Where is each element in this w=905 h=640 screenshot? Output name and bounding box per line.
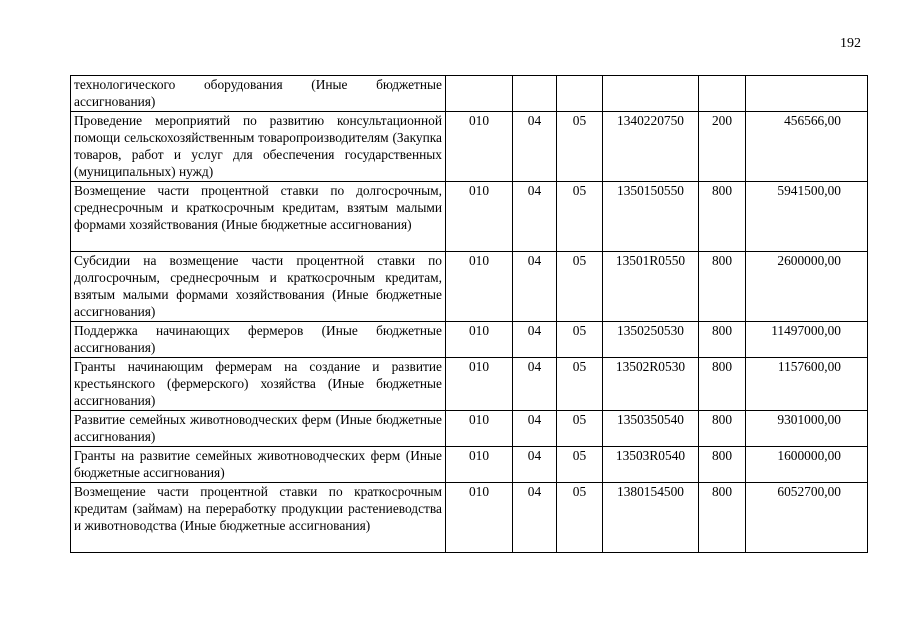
row-description: Возмещение части процентной ставки по краткосрочным кредитам (займам) на переработку продукции растениеводства и животноводства (Иные бюджетные ассигнования): [71, 483, 446, 553]
subsection-code: 05: [557, 322, 603, 358]
expense-type: 800: [699, 411, 746, 447]
section-code: 04: [513, 322, 557, 358]
expense-type: 200: [699, 112, 746, 182]
target-article: 13502R0530: [603, 358, 699, 411]
amount: 6052700,00: [746, 483, 868, 553]
section-code: 04: [513, 447, 557, 483]
table-row: [71, 182, 868, 252]
row-description: Поддержка начинающих фермеров (Иные бюджетные ассигнования): [71, 322, 446, 358]
amount: [746, 76, 868, 112]
section-code: 04: [513, 358, 557, 411]
target-article: 1380154500: [603, 483, 699, 553]
amount: 1157600,00: [746, 358, 868, 411]
expense-type: 800: [699, 182, 746, 252]
ministry-code: 010: [446, 358, 513, 411]
ministry-code: 010: [446, 112, 513, 182]
table-row: [71, 483, 868, 553]
expense-type: 800: [699, 447, 746, 483]
expense-type: 800: [699, 322, 746, 358]
expense-type: [699, 76, 746, 112]
row-description: Возмещение части процентной ставки по долгосрочным, среднесрочным и краткосрочным кредитам, взятым малыми формами хозяйствования (Иные бюджетные ассигнования): [71, 182, 446, 252]
ministry-code: 010: [446, 483, 513, 553]
expense-type: 800: [699, 252, 746, 322]
amount: 456566,00: [746, 112, 868, 182]
row-description: Проведение мероприятий по развитию консультационной помощи сельскохозяйственным товаропроизводителям (Закупка товаров, работ и услуг для обеспечения государственных (муниципальных) нужд): [71, 112, 446, 182]
section-code: 04: [513, 483, 557, 553]
subsection-code: 05: [557, 411, 603, 447]
page-number: 192: [840, 36, 861, 51]
amount: 9301000,00: [746, 411, 868, 447]
target-article: 13503R0540: [603, 447, 699, 483]
ministry-code: 010: [446, 182, 513, 252]
expense-type: 800: [699, 358, 746, 411]
subsection-code: 05: [557, 447, 603, 483]
ministry-code: [446, 76, 513, 112]
ministry-code: 010: [446, 411, 513, 447]
section-code: 04: [513, 182, 557, 252]
subsection-code: 05: [557, 483, 603, 553]
table-row: [71, 411, 868, 447]
table-row: [71, 76, 868, 112]
row-description: технологического оборудования (Иные бюджетные ассигнования): [71, 76, 446, 112]
table-row: [71, 447, 868, 483]
amount: 1600000,00: [746, 447, 868, 483]
subsection-code: 05: [557, 358, 603, 411]
target-article: 1350150550: [603, 182, 699, 252]
amount: 2600000,00: [746, 252, 868, 322]
row-description: Развитие семейных животноводческих ферм (Иные бюджетные ассигнования): [71, 411, 446, 447]
subsection-code: [557, 76, 603, 112]
target-article: 1340220750: [603, 112, 699, 182]
row-description: Субсидии на возмещение части процентной ставки по долгосрочным, среднесрочным и краткосрочным кредитам, взятым малыми формами хозяйствования (Иные бюджетные ассигнования): [71, 252, 446, 322]
subsection-code: 05: [557, 252, 603, 322]
target-article: 13501R0550: [603, 252, 699, 322]
section-code: 04: [513, 252, 557, 322]
subsection-code: 05: [557, 182, 603, 252]
ministry-code: 010: [446, 447, 513, 483]
table-row: [71, 358, 868, 411]
table-row: [71, 252, 868, 322]
target-article: [603, 76, 699, 112]
ministry-code: 010: [446, 252, 513, 322]
amount: 11497000,00: [746, 322, 868, 358]
expense-type: 800: [699, 483, 746, 553]
section-code: 04: [513, 411, 557, 447]
subsection-code: 05: [557, 112, 603, 182]
target-article: 1350350540: [603, 411, 699, 447]
budget-table: [70, 75, 868, 553]
table-row: [71, 322, 868, 358]
ministry-code: 010: [446, 322, 513, 358]
section-code: [513, 76, 557, 112]
row-description: Гранты на развитие семейных животноводческих ферм (Иные бюджетные ассигнования): [71, 447, 446, 483]
target-article: 1350250530: [603, 322, 699, 358]
section-code: 04: [513, 112, 557, 182]
amount: 5941500,00: [746, 182, 868, 252]
row-description: Гранты начинающим фермерам на создание и развитие крестьянского (фермерского) хозяйства (Иные бюджетные ассигнования): [71, 358, 446, 411]
table-row: [71, 112, 868, 182]
